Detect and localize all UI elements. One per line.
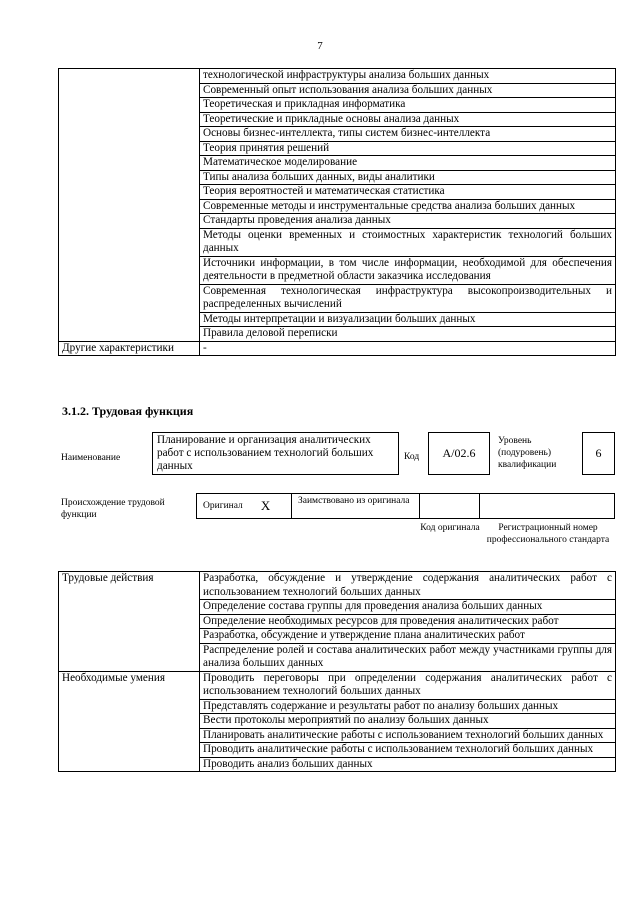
table-cell: Вести протоколы мероприятий по анализу больших данных [200,714,616,729]
table-cell: Современная технологическая инфраструктура высокопроизводительных и распределенных вычислений [200,284,616,312]
table-cell: Методы интерпретации и визуализации больших данных [200,312,616,327]
table-cell: Разработка, обсуждение и утверждение плана аналитических работ [200,629,616,644]
original-box [196,493,292,519]
table-cell: Типы анализа больших данных, виды аналитики [200,170,616,185]
table-cell: Современные методы и инструментальные средства анализа больших данных [200,199,616,214]
table-cell: Теоретическая и прикладная информатика [200,98,616,113]
level-label: Уровень (подуровень) квалификации [498,436,557,470]
name-label: Наименование [61,453,121,463]
table-row [59,572,616,600]
code-label: Код [404,452,420,462]
borrowed-box: Заимствовано из оригинала [291,493,420,519]
table-cell: Источники информации, в том числе информации, необходимой для обеспечения деятельности в предметной области заказчика исследования [200,256,616,284]
table-cell: Проводить переговоры при определении содержания аналитических работ с использованием технологий больших данных [200,671,616,699]
other-characteristics-label: Другие характеристики [59,341,200,356]
table-cell: Теория принятия решений [200,141,616,156]
original-label: Оригинал [203,501,243,511]
table-cell: Определение состава группы для проведения анализа больших данных [200,600,616,615]
reg-number-label: Регистрационный номер профессионального стандарта [486,523,610,545]
original-mark: Х [260,498,271,513]
code-original-box [419,493,480,519]
code-original-label: Код оригинала [420,523,480,533]
table-cell: технологической инфраструктуры анализа больших данных [200,69,616,84]
level-box: 6 [582,432,615,475]
page-number: 7 [317,40,323,52]
knowledge-table [58,68,616,356]
actions-label: Трудовые действия [59,572,200,672]
table-cell: Методы оценки временных и стоимостных характеристик технологий больших данных [200,228,616,256]
actions-skills-table [58,571,616,772]
table-cell: Распределение ролей и состава аналитических работ между участниками группы для анализа больших данных [200,643,616,671]
table-cell: Правила деловой переписки [200,327,616,342]
table-label-cell [59,69,200,342]
function-name-box: Планирование и организация аналитических работ с использованием технологий больших данных [152,432,399,475]
table-cell: Проводить аналитические работы с использованием технологий больших данных [200,743,616,758]
table-row [59,671,616,699]
origin-label: Происхождение трудовой функции [61,498,165,520]
table-cell: Планировать аналитические работы с использованием технологий больших данных [200,728,616,743]
table-cell: Проводить анализ больших данных [200,757,616,772]
table-cell: Разработка, обсуждение и утверждение содержания аналитических работ с использованием технологий больших данных [200,572,616,600]
table-row [59,341,616,356]
reg-number-box [479,493,615,519]
table-row [59,69,616,84]
other-characteristics-value: - [200,341,616,356]
table-cell: Современный опыт использования анализа больших данных [200,83,616,98]
table-cell: Математическое моделирование [200,156,616,171]
table-cell: Представлять содержание и результаты работ по анализу больших данных [200,699,616,714]
table-cell: Теория вероятностей и математическая статистика [200,185,616,200]
code-box: А/02.6 [428,432,490,475]
table-cell: Определение необходимых ресурсов для проведения аналитических работ [200,614,616,629]
table-cell: Стандарты проведения анализа данных [200,214,616,229]
table-cell: Основы бизнес-интеллекта, типы систем бизнес-интеллекта [200,127,616,142]
skills-label: Необходимые умения [59,671,200,772]
table-cell: Теоретические и прикладные основы анализа данных [200,112,616,127]
section-title: 3.1.2. Трудовая функция [62,404,194,418]
